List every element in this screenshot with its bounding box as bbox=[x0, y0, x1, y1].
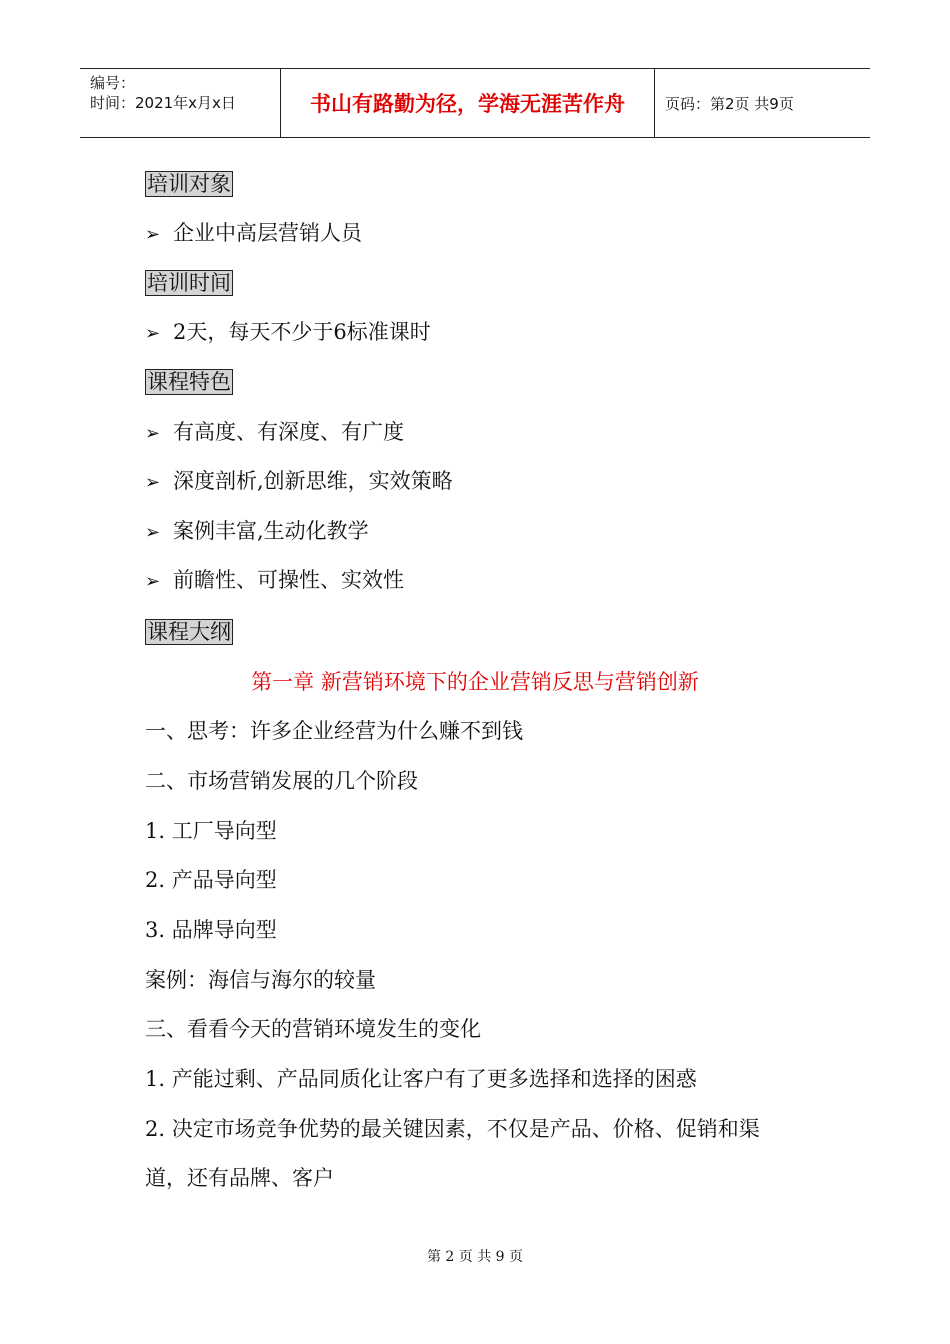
section-features-title bbox=[145, 368, 233, 396]
arrow-bullet-icon: ➢ bbox=[145, 323, 161, 344]
body-line: 三、看看今天的营销环境发生的变化 bbox=[145, 1017, 481, 1041]
feature-item bbox=[145, 467, 453, 497]
section-audience-title bbox=[145, 170, 233, 198]
body-line: 一、思考：许多企业经营为什么赚不到钱 bbox=[145, 719, 523, 743]
body-line: 2. 决定市场竞争优势的最关键因素，不仅是产品、价格、促销和渠 bbox=[145, 1117, 760, 1141]
arrow-bullet-icon: ➢ bbox=[145, 571, 161, 592]
section-label: 培训时间 bbox=[147, 271, 231, 295]
section-time-title bbox=[145, 269, 233, 297]
date-label: 时间：2021年x月x日 bbox=[90, 94, 236, 112]
document-header bbox=[80, 68, 870, 138]
body-line: 案例：海信与海尔的较量 bbox=[145, 968, 376, 992]
section-label: 课程特色 bbox=[147, 370, 231, 394]
header-meta bbox=[80, 69, 281, 137]
section-label: 培训对象 bbox=[147, 172, 231, 196]
list-item-text: 2天，每天不少于6标准课时 bbox=[173, 320, 431, 344]
arrow-bullet-icon: ➢ bbox=[145, 472, 161, 493]
list-item-text: 深度剖析,创新思维，实效策略 bbox=[173, 469, 453, 493]
list-item-text: 企业中高层营销人员 bbox=[173, 221, 362, 245]
feature-item bbox=[145, 517, 369, 547]
audience-item bbox=[145, 219, 362, 249]
arrow-bullet-icon: ➢ bbox=[145, 423, 161, 444]
number-label: 编号： bbox=[90, 74, 136, 92]
page-footer: 第 2 页 共 9 页 bbox=[426, 1249, 524, 1265]
arrow-bullet-icon: ➢ bbox=[145, 224, 161, 245]
body-line: 1. 产能过剩、产品同质化让客户有了更多选择和选择的困惑 bbox=[145, 1067, 697, 1091]
header-motto: 书山有路勤为径，学海无涯苦作舟 bbox=[281, 69, 655, 137]
body-line: 二、市场营销发展的几个阶段 bbox=[145, 769, 418, 793]
arrow-bullet-icon: ➢ bbox=[145, 522, 161, 543]
time-item bbox=[145, 318, 431, 348]
chapter-title: 第一章 新营销环境下的企业营销反思与营销创新 bbox=[251, 670, 699, 694]
feature-item bbox=[145, 418, 404, 448]
list-item-text: 前瞻性、可操性、实效性 bbox=[173, 568, 404, 592]
body-line: 道，还有品牌、客户 bbox=[145, 1166, 334, 1190]
section-label: 课程大纲 bbox=[147, 620, 231, 644]
feature-item bbox=[145, 566, 404, 596]
header-page-info: 页码：第2页 共9页 bbox=[665, 94, 794, 113]
section-outline-title bbox=[145, 618, 233, 646]
list-item-text: 案例丰富,生动化教学 bbox=[173, 519, 369, 543]
body-line: 1. 工厂导向型 bbox=[145, 819, 277, 843]
body-line: 3. 品牌导向型 bbox=[145, 918, 277, 942]
list-item-text: 有高度、有深度、有广度 bbox=[173, 420, 404, 444]
body-line: 2. 产品导向型 bbox=[145, 868, 277, 892]
